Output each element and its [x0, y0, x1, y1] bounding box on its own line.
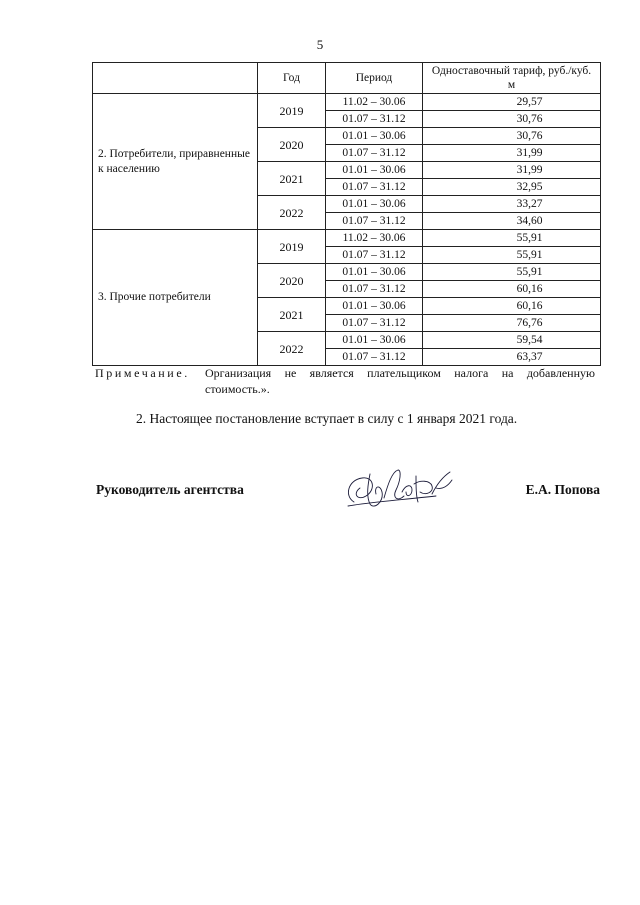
header-year: Год	[258, 63, 326, 94]
year-cell: 2020	[258, 128, 326, 162]
period-cell: 01.07 – 31.12	[326, 179, 423, 196]
year-cell: 2019	[258, 94, 326, 128]
tariff-cell: 55,91	[423, 264, 601, 281]
period-cell: 11.02 – 30.06	[326, 230, 423, 247]
year-cell: 2022	[258, 196, 326, 230]
period-cell: 01.01 – 30.06	[326, 196, 423, 213]
tariff-cell: 60,16	[423, 298, 601, 315]
tariff-cell: 31,99	[423, 145, 601, 162]
tariff-cell: 55,91	[423, 230, 601, 247]
period-cell: 01.07 – 31.12	[326, 349, 423, 366]
tariff-cell: 31,99	[423, 162, 601, 179]
header-empty	[93, 63, 258, 94]
period-cell: 01.07 – 31.12	[326, 111, 423, 128]
handwritten-signature	[340, 462, 460, 514]
signatory-title: Руководитель агентства	[96, 482, 244, 497]
period-cell: 01.07 – 31.12	[326, 247, 423, 264]
table-header-row	[93, 63, 601, 94]
period-cell: 01.07 – 31.12	[326, 281, 423, 298]
period-cell: 01.07 – 31.12	[326, 145, 423, 162]
resolution-text: 2. Настоящее постановление вступает в силу с 1 января 2021 года.	[136, 411, 518, 426]
period-cell: 01.01 – 30.06	[326, 128, 423, 145]
page-number: 5	[316, 37, 324, 52]
consumer-group-label: 3. Прочие потребители	[93, 230, 258, 366]
period-cell: 01.01 – 30.06	[326, 298, 423, 315]
tariff-cell: 63,37	[423, 349, 601, 366]
table-row	[93, 230, 601, 247]
period-cell: 11.02 – 30.06	[326, 94, 423, 111]
year-cell: 2022	[258, 332, 326, 366]
note-text: Организация не является плательщиком налога на добавленную стоимость.».	[205, 366, 595, 396]
tariff-cell: 34,60	[423, 213, 601, 230]
tariff-cell: 76,76	[423, 315, 601, 332]
tariff-cell: 59,54	[423, 332, 601, 349]
tariff-cell: 33,27	[423, 196, 601, 213]
tariff-cell: 29,57	[423, 94, 601, 111]
note	[95, 365, 600, 397]
period-cell: 01.01 – 30.06	[326, 264, 423, 281]
year-cell: 2020	[258, 264, 326, 298]
period-cell: 01.07 – 31.12	[326, 315, 423, 332]
tariff-cell: 30,76	[423, 128, 601, 145]
period-cell: 01.01 – 30.06	[326, 162, 423, 179]
tariff-cell: 30,76	[423, 111, 601, 128]
tariff-cell: 55,91	[423, 247, 601, 264]
consumer-group-label: 2. Потребители, приравненные к населению	[93, 94, 258, 230]
tariff-cell: 32,95	[423, 179, 601, 196]
signatory-name: Е.А. Попова	[525, 482, 600, 497]
year-cell: 2021	[258, 298, 326, 332]
year-cell: 2021	[258, 162, 326, 196]
table-row	[93, 94, 601, 111]
year-cell: 2019	[258, 230, 326, 264]
period-cell: 01.07 – 31.12	[326, 213, 423, 230]
tariff-cell: 60,16	[423, 281, 601, 298]
note-label: Примечание.	[95, 366, 190, 380]
tariff-table	[92, 62, 601, 366]
header-period: Период	[326, 63, 423, 94]
period-cell: 01.01 – 30.06	[326, 332, 423, 349]
header-tariff: Одноставочный тариф, руб./куб. м	[423, 63, 601, 94]
